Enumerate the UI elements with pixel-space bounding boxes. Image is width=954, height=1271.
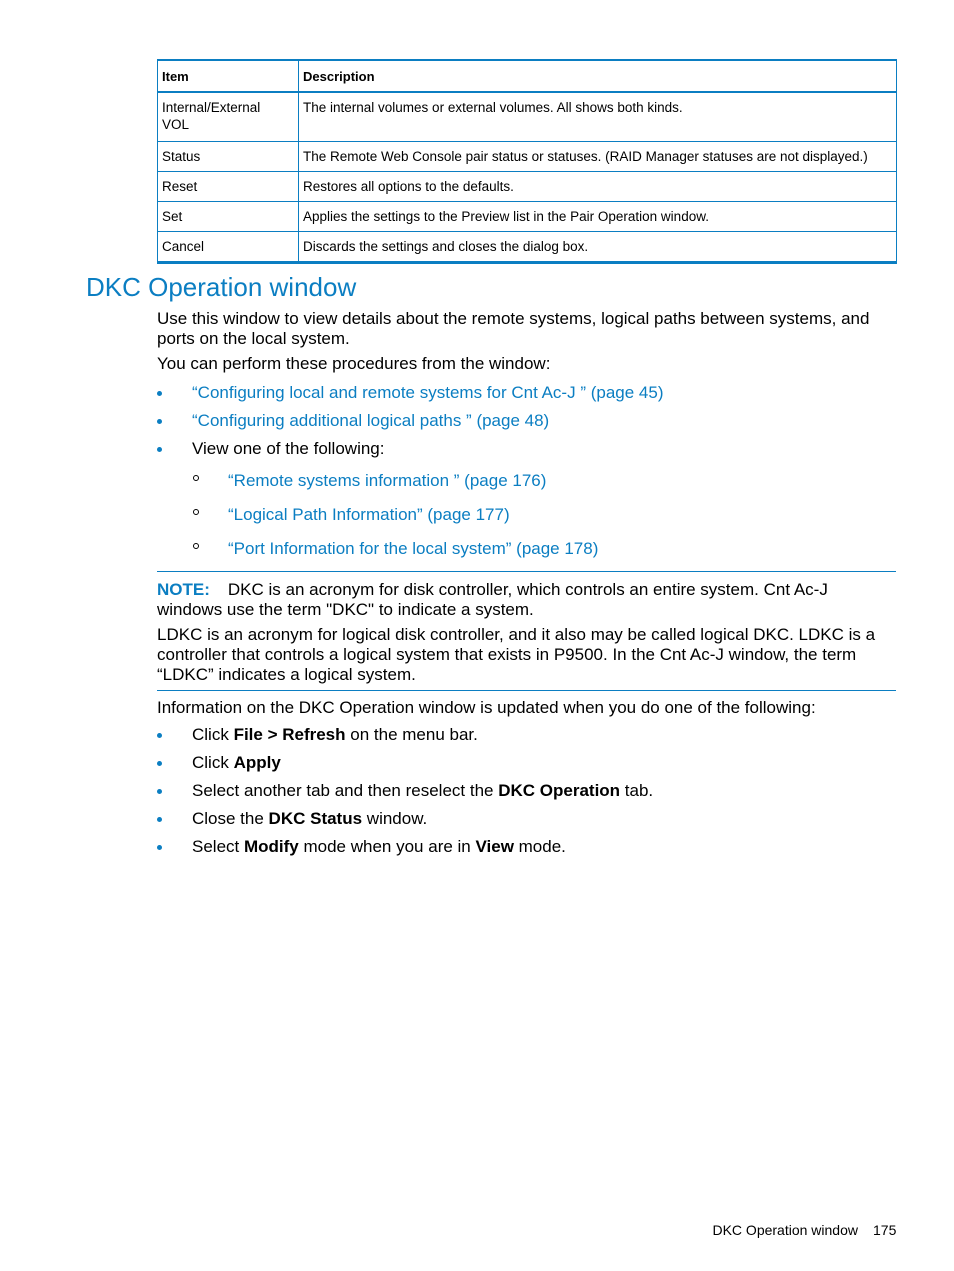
dkc-operation-tab-ref: DKC Operation: [498, 781, 621, 800]
link-port-info[interactable]: “Port Information for the local system” (page 178): [228, 539, 599, 558]
note-top-rule: [157, 571, 896, 572]
table-cell-item: Reset: [158, 172, 299, 202]
column-header-item: Item: [158, 60, 299, 92]
bullet-icon: [157, 845, 162, 850]
footer-page-number: 175: [873, 1222, 897, 1238]
table-cell-item: Cancel: [158, 232, 299, 263]
footer-section-name: DKC Operation window: [712, 1222, 858, 1238]
table-row: [158, 172, 897, 202]
note-paragraph-2: LDKC is an acronym for logical disk controller, and it also may be called logical DKC. LDKC is a controller that controls a logical system that exists in P9500. In the Cnt Ac-J window, the term “LDKC” indicates a logical system.: [157, 625, 876, 684]
modify-mode-ref: Modify: [243, 837, 299, 856]
circle-bullet-icon: [193, 509, 199, 515]
link-remote-systems-info[interactable]: “Remote systems information ” (page 176): [228, 471, 547, 490]
table-cell-description: Applies the settings to the Preview list in the Pair Operation window.: [299, 202, 897, 232]
table-cell-description: The Remote Web Console pair status or statuses. (RAID Manager statuses are not displayed.): [299, 142, 897, 172]
link-logical-path-info[interactable]: “Logical Path Information” (page 177): [228, 505, 510, 524]
menu-command: File > Refresh: [233, 725, 346, 744]
bullet-icon: [157, 733, 162, 738]
column-header-description: Description: [299, 60, 897, 92]
table-row: [158, 92, 897, 142]
section-title: DKC Operation window: [86, 272, 357, 302]
bullet-icon: [157, 419, 162, 424]
note-label: NOTE:: [157, 580, 210, 599]
note-text-1: DKC is an acronym for disk controller, which controls an entire system. Cnt Ac-J windows use the term "DKC" to indicate a system.: [157, 580, 828, 619]
table-row: [158, 202, 897, 232]
bullet-icon: [157, 391, 162, 396]
link-configuring-systems[interactable]: “Configuring local and remote systems for Cnt Ac-J ” (page 45): [192, 383, 664, 402]
bullet-icon: [157, 789, 162, 794]
bullet-icon: [157, 447, 162, 452]
table-row: [158, 232, 897, 263]
table-header-row: [158, 60, 897, 92]
view-mode-ref: View: [475, 837, 514, 856]
bullet-icon: [157, 817, 162, 822]
table-row: [158, 142, 897, 172]
procedures-lead: You can perform these procedures from the window:: [157, 354, 551, 373]
note-paragraph-1: [157, 580, 897, 620]
table-cell-description: The internal volumes or external volumes. All shows both kinds.: [299, 92, 897, 142]
table-cell-item: Set: [158, 202, 299, 232]
update-lead: Information on the DKC Operation window is updated when you do one of the following:: [157, 698, 816, 717]
bullet-icon: [157, 761, 162, 766]
link-configuring-paths[interactable]: “Configuring additional logical paths ” (page 48): [192, 411, 550, 430]
table-cell-description: Restores all options to the defaults.: [299, 172, 897, 202]
table-cell-description: Discards the settings and closes the dialog box.: [299, 232, 897, 263]
options-table: [157, 59, 897, 264]
table-cell-item: Internal/External VOL: [158, 92, 299, 142]
apply-command: Apply: [233, 753, 281, 772]
intro-paragraph: Use this window to view details about the remote systems, logical paths between systems, and ports on the local system.: [157, 309, 870, 348]
view-item-text: View one of the following:: [192, 439, 385, 458]
note-bottom-rule: [157, 690, 896, 691]
circle-bullet-icon: [193, 543, 199, 549]
circle-bullet-icon: [193, 475, 199, 481]
dkc-status-window-ref: DKC Status: [268, 809, 363, 828]
table-cell-item: Status: [158, 142, 299, 172]
